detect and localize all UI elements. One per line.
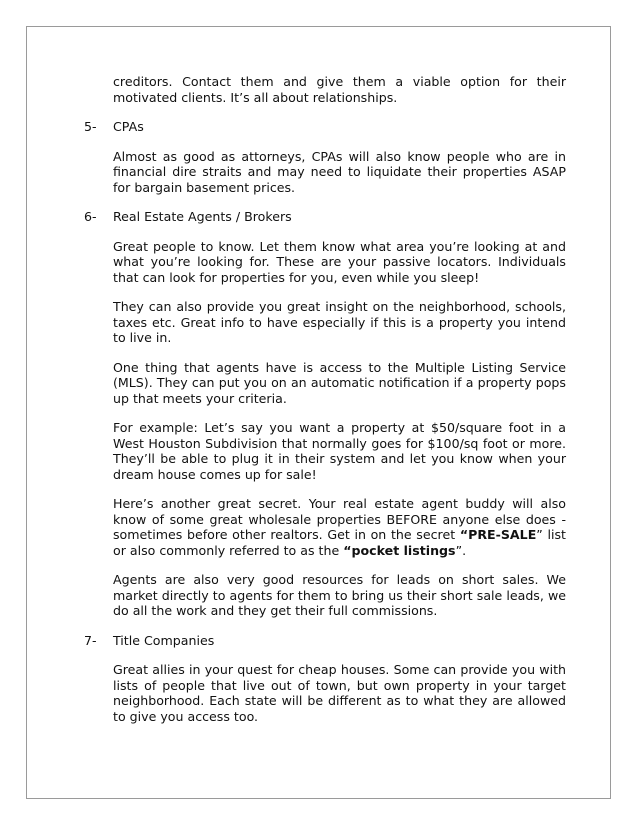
paragraph: One thing that agents have is access to the Multiple Listing Service (MLS). They can put you on an automatic notification if a property pops up that meets your criteria. [113,359,566,406]
section-heading-real-estate-agents [84,209,566,225]
section-title: Title Companies [113,632,215,648]
section-title: Real Estate Agents / Brokers [113,209,292,224]
section-heading-title-companies [84,633,566,649]
paragraph: Great people to know. Let them know what area you’re looking at and what you’re looking for. These are your passive locators. Individuals that can look for properties for you, even while you sleep! [113,238,566,285]
section-heading-cpas [84,119,566,135]
intro-paragraph: creditors. Contact them and give them a viable option for their motivated clients. It’s all about relationships. [113,74,566,105]
secret-paragraph [113,496,566,558]
paragraph: For example: Let’s say you want a property at $50/square foot in a West Houston Subdivision that normally goes for $100/sq foot or more. They’ll be able to plug it in their system and let you know when your dream house comes up for sale! [113,420,566,482]
paragraph: Almost as good as attorneys, CPAs will also know people who are in financial dire straits and may need to liquidate their properties ASAP for bargain basement prices. [113,148,566,195]
secret-text-middle: ” list or also commonly referred to as the [113,527,566,558]
paragraph: Agents are also very good resources for leads on short sales. We market directly to agents for them to bring us their short sale leads, we do all the work and they get their full commissions. [113,572,566,618]
paragraph: They can also provide you great insight on the neighborhood, schools, taxes etc. Great info to have especially if this is a property you intend to live in. [113,299,566,345]
section-number: 6- [84,209,97,224]
section-number: 7- [84,632,97,648]
section-number: 5- [84,119,97,134]
pre-sale-term: “PRE-SALE [459,527,537,542]
paragraph: Great allies in your quest for cheap houses. Some can provide you with lists of people that live out of town, but own property in your target neighborhood. Each state will be different as to what they are allowed to give you access too. [113,662,566,724]
document-body [84,74,566,738]
section-title: CPAs [113,119,144,134]
pocket-listings-term: “pocket listings [343,542,456,558]
secret-text-before: Here’s another great secret. Your real estate agent buddy will also know of some great wholesale properties BEFORE anyone else does - sometimes before other realtors. Get in on the secret [113,496,566,542]
secret-text-after: ”. [455,542,467,558]
